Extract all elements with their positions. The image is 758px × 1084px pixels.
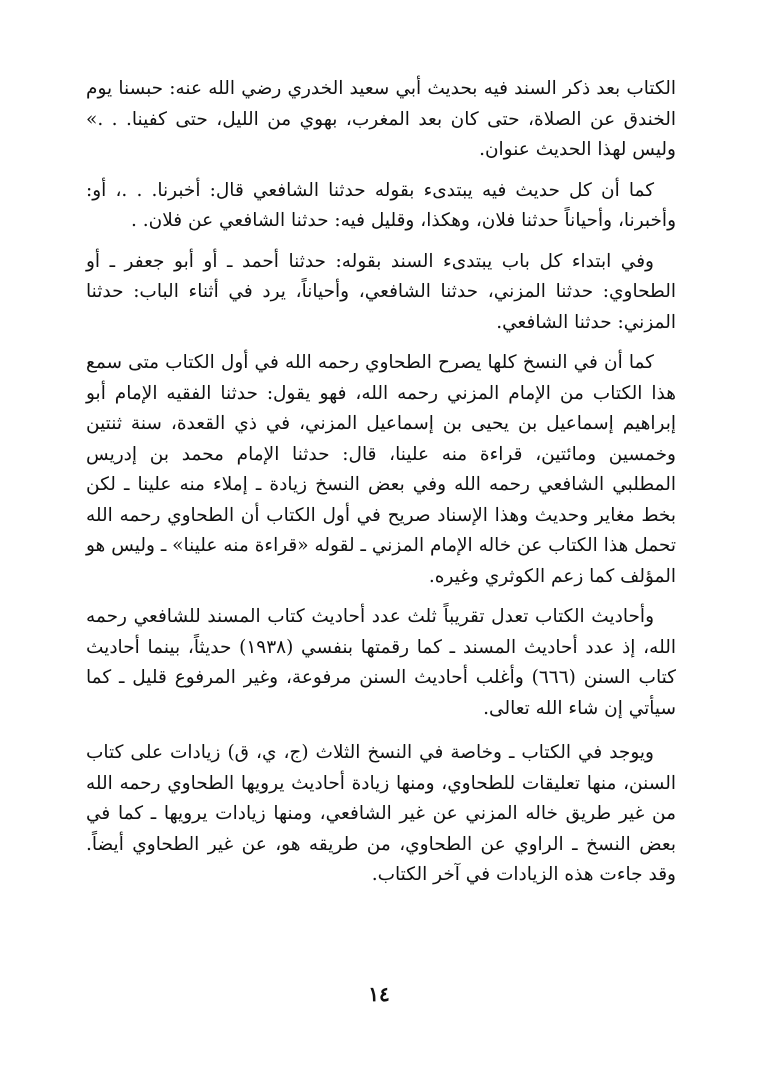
paragraph-2: كما أن كل حديث فيه يبتدىء بقوله حدثنا الشافعي قال: أخبرنا. . .، أو: وأخبرنا، وأحياناً حدثنا فلان، وهكذا، وقليل فيه: حدثنا الشافعي عن فلان. . — [86, 179, 676, 231]
paragraph-5: وأحاديث الكتاب تعدل تقريباً ثلث عدد أحاديث كتاب المسند للشافعي رحمه الله، إذ عدد أحاديث المسند ـ كما رقمتها بنفسي (١٩٣٨) حديثاً، بينما أحاديث كتاب السنن (٦٦٦) وأغلب أحاديث السنن مرفوعة، وغير المرفوع قليل ـ كما سيأتي إن شاء الله تعالى. — [86, 606, 676, 719]
paragraph-6: ويوجد في الكتاب ـ وخاصة في النسخ الثلاث (ج، ي، ق) زيادات على كتاب السنن، منها تعليقات للطحاوي، ومنها زيادة أحاديث يرويها الطحاوي رحمه الله من غير طريق خاله المزني عن غير الشافعي، ومنها زيادات يرويها ـ كما في بعض النسخ ـ الراوي عن الطحاوي، من طريقه هو، عن غير الطحاوي أيضاً. وقد جاءت هذه الزيادات في آخر الكتاب. — [86, 742, 676, 885]
body-text — [86, 74, 676, 891]
paragraph-3: وفي ابتداء كل باب يبتدىء السند بقوله: حدثنا أحمد ـ أو أبو جعفر ـ أو الطحاوي: حدثنا المزني، حدثنا الشافعي، وأحياناً، يرد في أثناء الباب: حدثنا المزني: حدثنا الشافعي. — [86, 250, 676, 333]
paragraph-4: كما أن في النسخ كلها يصرح الطحاوي رحمه الله في أول الكتاب متى سمع هذا الكتاب من الإمام المزني رحمه الله، فهو يقول: حدثنا الفقيه الإمام أبو إبراهيم إسماعيل بن يحيى بن إسماعيل المزني، في ذي القعدة، سنة ثنتين وخمسين ومائتين، قراءة منه علينا، قال: حدثنا الإمام محمد بن إدريس المطلبي الشافعي رحمه الله وفي بعض النسخ زيادة ـ إملاء منه علينا ـ لكن بخط مغاير وحديث وهذا الإسناد صريح في أول الكتاب أن الطحاوي رحمه الله تحمل هذا الكتاب عن خاله الإمام المزني ـ لقوله «قراءة منه علينا» ـ وليس هو المؤلف كما زعم الكوثري وغيره. — [86, 352, 676, 587]
paragraph-1: الكتاب بعد ذكر السند فيه بحديث أبي سعيد الخدري رضي الله عنه: حبسنا يوم الخندق عن الصلاة، حتى كان بعد المغرب، بهوي من الليل، حتى كفينا. . .» وليس لهذا الحديث عنوان. — [86, 78, 676, 160]
page-number: ١٤ — [368, 982, 390, 1006]
